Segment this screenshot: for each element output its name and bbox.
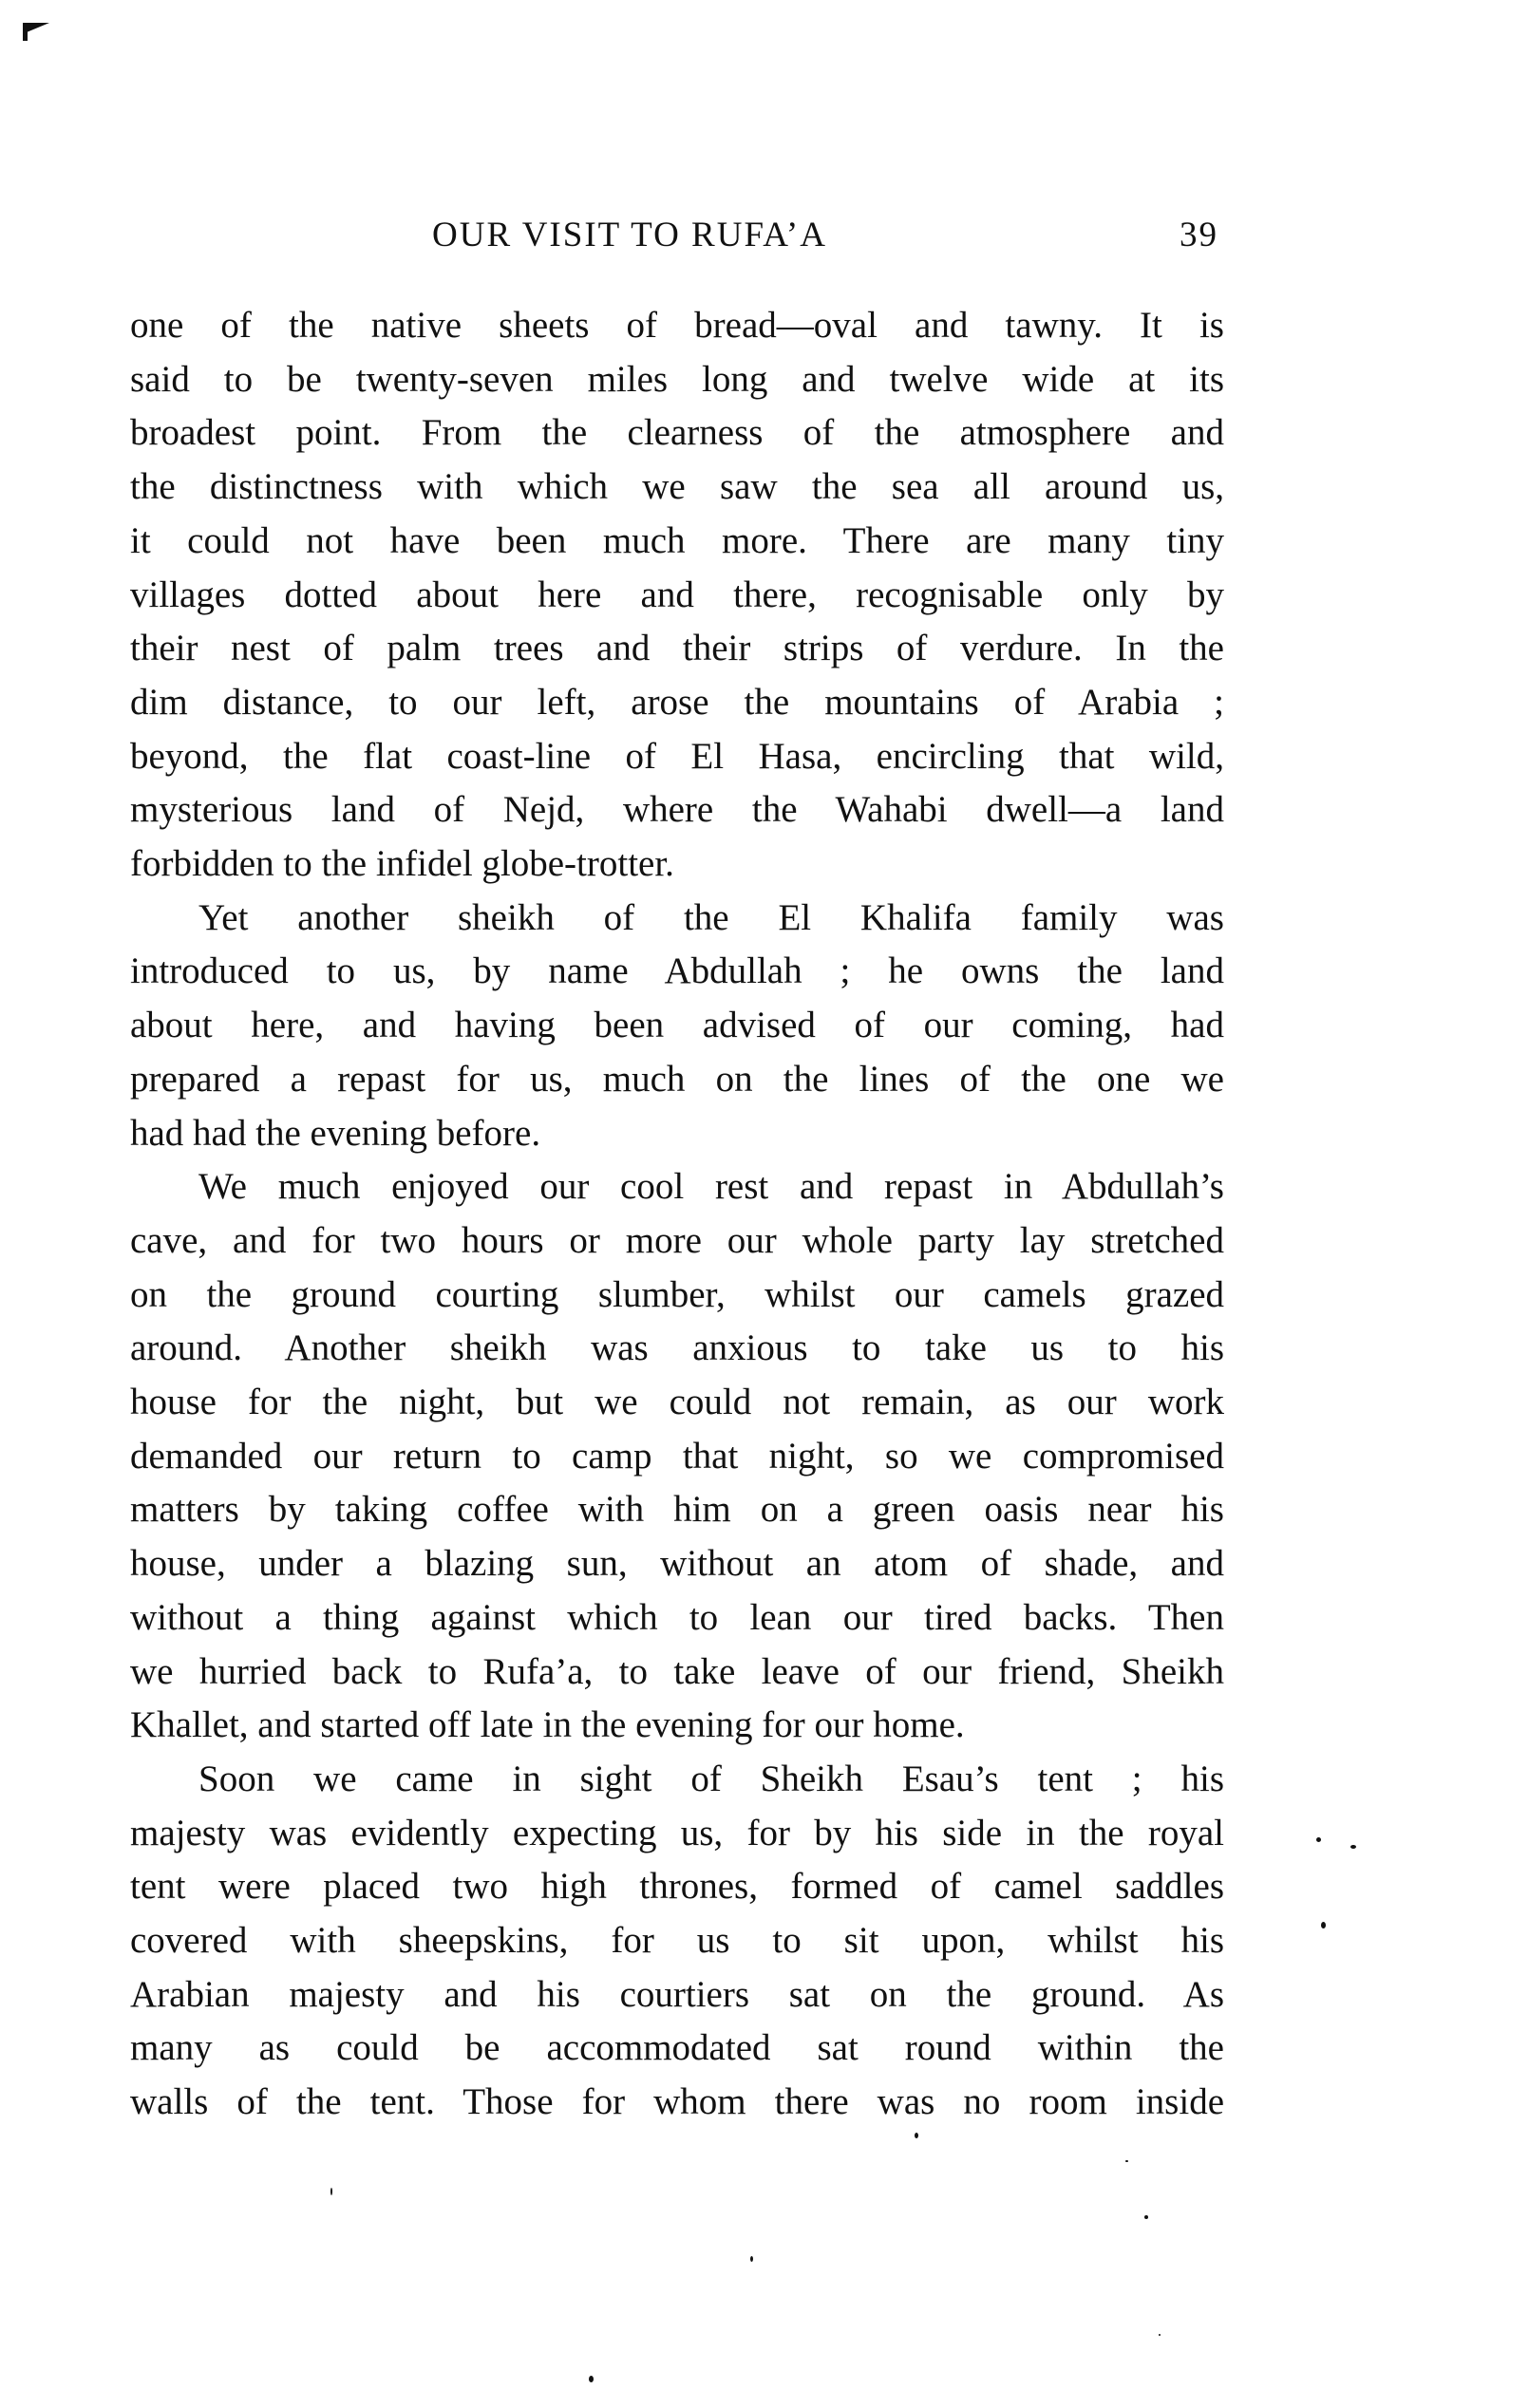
text-line: many as could be accommodated sat round within the xyxy=(130,2027,1224,2069)
paragraph-first-line: Yet another sheikh of the El Khalifa family was xyxy=(198,896,1224,938)
scan-corner-mark xyxy=(23,23,49,32)
text-line: majesty was evidently expecting us, for by his side in the royal xyxy=(130,1812,1224,1853)
text-line: tent were placed two high thrones, formed of camel saddles xyxy=(130,1866,1224,1908)
text-line: house, under a blazing sun, without an atom of shade, and xyxy=(130,1543,1224,1585)
text-line: it could not have been much more. There are many tiny xyxy=(130,519,1224,561)
paragraph-first-line: Soon we came in sight of Sheikh Esau’s tent ; his xyxy=(198,1758,1224,1799)
page-number: 39 xyxy=(1180,216,1218,254)
running-head xyxy=(0,215,1529,262)
text-line: about here, and having been advised of our coming, had xyxy=(130,1005,1224,1046)
scan-speck xyxy=(330,2188,332,2195)
text-line: villages dotted about here and there, recognisable only by xyxy=(130,574,1224,615)
text-line: around. Another sheikh was anxious to take us to his xyxy=(130,1327,1224,1369)
scan-speck xyxy=(915,2133,918,2138)
text-line: covered with sheepskins, for us to sit upon, whilst his xyxy=(130,1920,1224,1961)
scan-speck xyxy=(1159,2334,1161,2336)
text-line: cave, and for two hours or more our whole party lay stretched xyxy=(130,1219,1224,1261)
scan-speck xyxy=(750,2256,753,2262)
text-line: we hurried back to Rufa’a, to take leave of our friend, Sheikh xyxy=(130,1650,1224,1692)
text-line: demanded our return to camp that night, so we compromised xyxy=(130,1435,1224,1477)
running-title: OUR VISIT TO RUFA’A xyxy=(432,216,827,254)
paragraph-first-line: We much enjoyed our cool rest and repast in Abdullah’s xyxy=(198,1166,1224,1208)
text-line: mysterious land of Nejd, where the Wahabi dwell—a land xyxy=(130,789,1224,831)
text-line: forbidden to the infidel globe-trotter. xyxy=(130,843,674,884)
scan-speck xyxy=(1125,2160,1128,2162)
text-line: the distinctness with which we saw the sea all around us, xyxy=(130,466,1224,508)
text-line: introduced to us, by name Abdullah ; he owns the land xyxy=(130,950,1224,992)
scan-speck xyxy=(1144,2215,1148,2219)
text-line: house for the night, but we could not remain, as our work xyxy=(130,1382,1224,1422)
text-line: had had the evening before. xyxy=(130,1112,541,1154)
text-line: said to be twenty-seven miles long and twelve wide at its xyxy=(130,358,1224,400)
text-line: broadest point. From the clearness of the atmosphere and xyxy=(130,412,1224,454)
text-line: on the ground courting slumber, whilst our camels grazed xyxy=(130,1273,1224,1315)
text-line: prepared a repast for us, much on the lines of the one we xyxy=(130,1058,1224,1100)
scan-speck xyxy=(589,2376,594,2382)
text-line: Khallet, and started off late in the evening for our home. xyxy=(130,1704,965,1746)
scan-speck xyxy=(1316,1837,1321,1842)
text-line: walls of the tent. Those for whom there was no room inside xyxy=(130,2081,1224,2123)
scan-speck xyxy=(1350,1845,1356,1849)
text-line: one of the native sheets of bread—oval and tawny. It is xyxy=(130,305,1224,346)
text-line: matters by taking coffee with him on a green oasis near his xyxy=(130,1489,1224,1531)
text-line: their nest of palm trees and their strips of verdure. In the xyxy=(130,628,1224,669)
text-line: Arabian majesty and his courtiers sat on the ground. As xyxy=(130,1973,1224,2015)
text-line: without a thing against which to lean our tired backs. Then xyxy=(130,1596,1224,1638)
text-line: beyond, the flat coast-line of El Hasa, encircling that wild, xyxy=(130,735,1224,777)
scan-speck xyxy=(1321,1922,1326,1928)
text-line: dim distance, to our left, arose the mountains of Arabia ; xyxy=(130,681,1224,723)
